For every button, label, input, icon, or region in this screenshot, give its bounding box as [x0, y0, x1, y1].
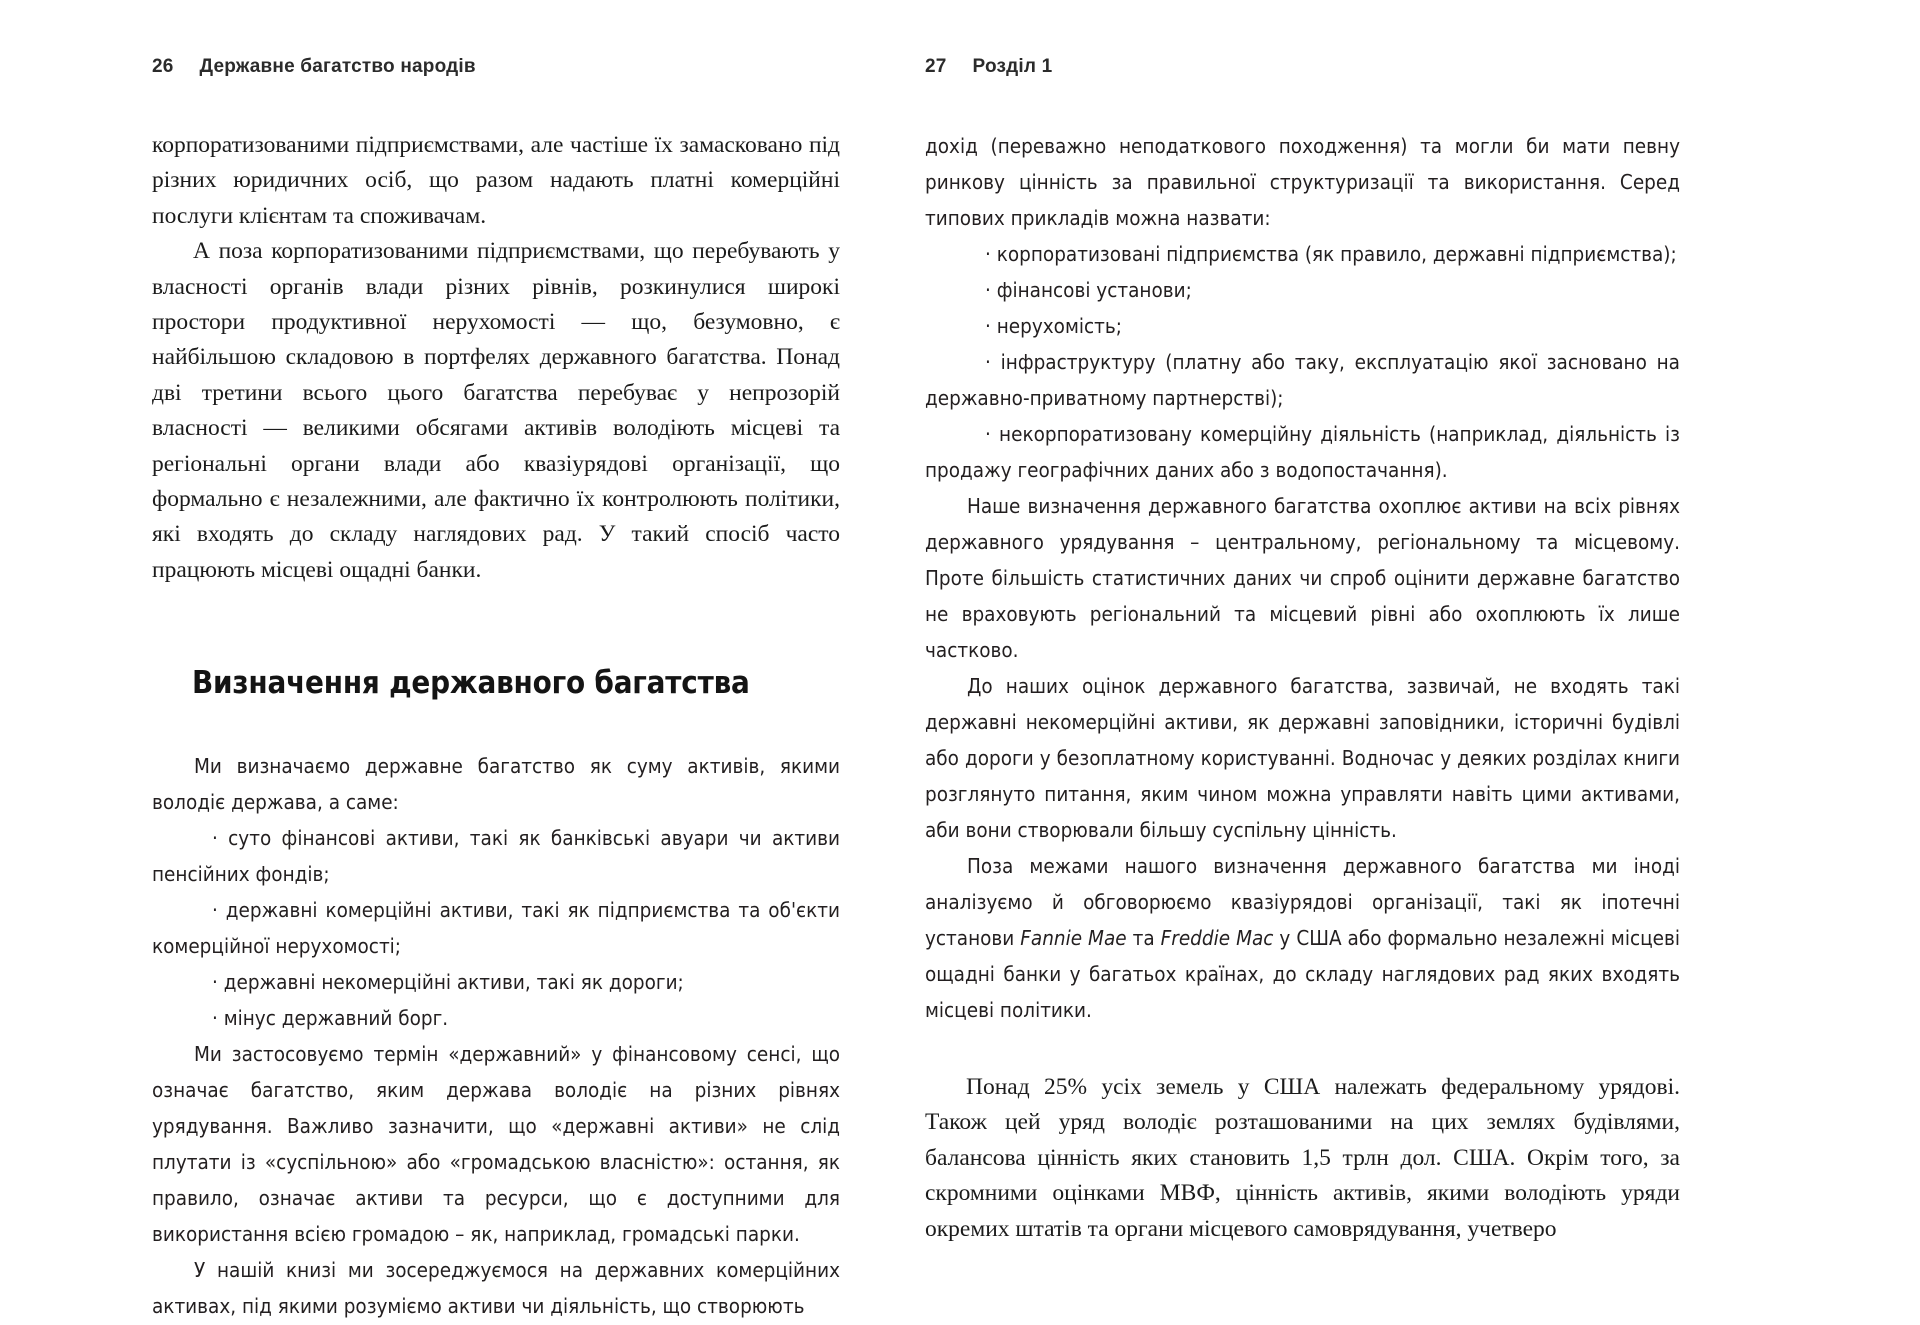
left-page-folio: 26 [152, 56, 174, 77]
paragraph-rs9: Поза межами нашого визначення державного багатства ми іноді аналізуємо й обговорюємо квазіурядові організації, такі як іпотечні установи Fannie Mae та Freddie Mac у США або формально незалежні місцеві ощадні банки у багатьох країнах, до складу наглядових рад яких входять місцеві політики. [925, 854, 1680, 1022]
paragraph-rs1: дохід (переважно неподаткового походження) та могли би мати певну ринкову цінність за правильної структуризації та використання. Серед типових прикладів можна назвати: [925, 134, 1680, 230]
list-item-rs3: · фінансові установи; [985, 278, 1192, 302]
paragraph-lp2: А поза корпоратизованими підприємствами, що перебувають у власності органів влади різних рівнів, розкинулися широкі простори продуктивної нерухомості — що, безумовно, є найбільшою складовою в портфелях державного багатства. Понад дві третини всього цього багатства перебуває у непрозорій власності — великими обсягами активів володіють місцеві та регіональні органи влади або квазіурядові організації, що формально є незалежними, але фактично їх контролюють політики, які входять до складу наглядових рад. У такий спосіб часто працюють місцеві ощадні банки. [152, 238, 840, 583]
right-page-folio: 27 [925, 56, 947, 77]
list-item-rs5: · інфраструктуру (платну або таку, експлуатацію якої засновано на державно-приватному партнерстві); [925, 350, 1680, 410]
list-item-rs6: · некорпоратизовану комерційну діяльність (наприклад, діяльність із продажу географічних даних або з водопостачання). [925, 422, 1680, 482]
right-serif-body [925, 1070, 1680, 1247]
right-running-head [925, 56, 1680, 78]
left-sans-body [152, 748, 840, 1324]
right-running-head-title: Розділ 1 [972, 56, 1053, 77]
list-item-ls4: · державні некомерційні активи, такі як дороги; [212, 970, 684, 995]
right-sans-body [925, 128, 1680, 1028]
list-item-ls5: · мінус державний борг. [212, 1006, 449, 1031]
left-running-head-title: Державне багатство народів [199, 56, 476, 77]
left-page-column [0, 0, 840, 1325]
paragraph-lp1: корпоратизованими підприємствами, але частіше їх замасковано під різних юридичних осіб, що разом надають платні комерційні послуги клієнтам та споживачам. [152, 132, 840, 229]
left-serif-body [152, 128, 840, 588]
paragraph-rp1: Понад 25% усіх земель у США належать федеральному урядові. Також цей уряд володіє розташованими на цих землях будівлями, балансова цінність яких становить 1,5 трлн дол. США. Окрім того, за скромними оцінками МВФ, цінність активів, якими володіють уряди окремих штатів та органи місцевого самоврядування, учетверо [925, 1074, 1680, 1242]
section-heading-wrap [152, 664, 840, 702]
paragraph-rs8: До наших оцінок державного багатства, зазвичай, не входять такі державні некомерційні активи, як державні заповідники, історичні будівлі або дороги у безоплатному користуванні. Водночас у деяких розділах книги розглянуто питання, яким чином можна управляти навіть цими активами, аби вони створювали більшу суспільну цінність. [925, 674, 1680, 842]
page-section-heading: Визначення державного багатства [192, 665, 750, 702]
list-item-ls2: · суто фінансові активи, такі як банківські авуари чи активи пенсійних фондів; [152, 826, 840, 887]
list-item-rs4: · нерухомість; [985, 314, 1122, 338]
paragraph-ls1: Ми визначаємо державне багатство як суму активів, якими володіє держава, а саме: [152, 754, 840, 815]
paragraph-rs7: Наше визначення державного багатства охоплює активи на всіх рівнях державного урядування – центральному, регіональному та місцевому. Проте більшість статистичних даних чи спроб оцінити державне багатство не враховують регіональний та місцевий рівні або охоплюють їх лише частково. [925, 494, 1680, 662]
left-running-head [152, 56, 840, 78]
right-page-column [840, 0, 1920, 1325]
list-item-rs2: · корпоратизовані підприємства (як правило, державні підприємства); [985, 242, 1677, 266]
paragraph-ls7: У нашій книзі ми зосереджуємося на державних комерційних активах, під якими розуміємо активи чи діяльність, що створюють [152, 1258, 840, 1319]
paragraph-ls6: Ми застосовуємо термін «державний» у фінансовому сенсі, що означає багатство, яким держава володіє на різних рівнях урядування. Важливо зазначити, що «державні активи» не слід плутати із «суспільною» або «громадською власністю»: остання, як правило, означає активи та ресурси, що є доступними для використання всією громадою – як, наприклад, громадські парки. [152, 1042, 840, 1247]
list-item-ls3: · державні комерційні активи, такі як підприємства та об'єкти комерційної нерухомості; [152, 898, 840, 959]
